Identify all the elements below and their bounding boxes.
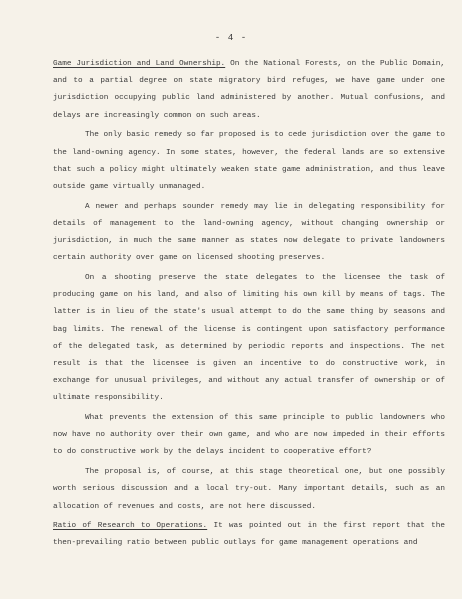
- paragraph-text: On the National Forests, on the Public Domain, and to a partial degree on state migratory bird refuges, we have game under one jurisdiction occupying public land administered by another. Mutual confusions, and delays are increasingly common on such areas.: [53, 60, 445, 120]
- paragraph-shooting-preserve: On a shooting preserve the state delegates to the licensee the task of producing game on his land, and also of limiting his own kill by means of tags. The latter is in lieu of the state's usual attempt to do the same thing by seasons and bag limits. The renewal of the license is contingent upon satisfactory performance of the delegated task, as determined by periodic reports and inspections. The net result is that the licensee is given an incentive to do constructive work, in exchange for unusual privileges, and without any actual transfer of ownership or of ultimate responsibility.: [53, 273, 445, 403]
- document-body: [53, 56, 445, 553]
- paragraph-proposal: The proposal is, of course, at this stage theoretical one, but one possibly worth serious discussion and a local try-out. Many important details, such as an allocation of revenues and costs, are not here discussed.: [53, 468, 445, 511]
- paragraph-delegation: A newer and perhaps sounder remedy may lie in delegating responsibility for details of management to the land-owning agency, without changing ownership or jurisdiction, in much the same manner as states now delegate to private landowners certain authority over game on licensed shooting preserves.: [53, 202, 445, 263]
- paragraph-remedy: The only basic remedy so far proposed is to cede jurisdiction over the game to the land-owning agency. In some states, however, the federal lands are so extensive that such a policy might ultimately weaken state game administration, and thus leave outside game virtually unmanaged.: [53, 131, 445, 191]
- paragraph-game-jurisdiction: [53, 56, 445, 125]
- paragraph-extension: What prevents the extension of this same principle to public landowners who now have no authority over their own game, and who are now impeded in their efforts to do constructive work by the delays incident to cooperative effort?: [53, 414, 445, 457]
- paragraph-text: It was pointed out in the first report that the then-prevailing ratio between public outlays for game management operations and: [53, 522, 446, 548]
- paragraph-ratio: [53, 518, 445, 552]
- section-heading-ratio: Ratio of Research to Operations.: [53, 522, 208, 531]
- page-number: - 4 -: [214, 32, 248, 43]
- section-heading-game-jurisdiction: Game Jurisdiction and Land Ownership.: [53, 60, 226, 68]
